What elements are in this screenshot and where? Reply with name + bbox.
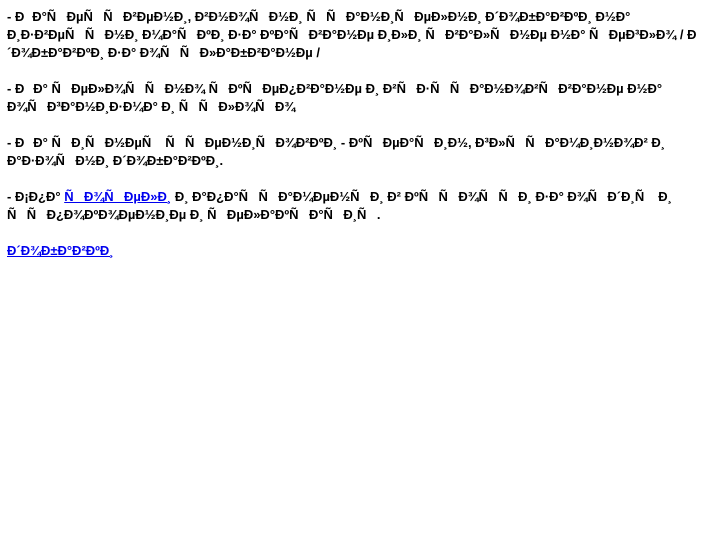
paragraph-strengthening: - ÐÐ° ÑÐµÐ»Ð¾ÑÑÐ½Ð¾ ÑÐºÑÐµÐ¿Ð²Ð°Ð½Ðµ Ð¸ Ð²ÑÐ·ÑÑÐ°Ð½Ð¾Ð²ÑÐ²Ð°Ð½Ðµ Ð½Ð° Ð¾ÑÐ³Ð°Ð½Ð¸Ð·Ð¼Ð° Ð¸ ÑÑÐ»Ð¾ÑÐ¾ [7, 81, 663, 114]
hotels-link[interactable]: Ñ Ð¾ÑÐµÐ»Ð¸ [64, 189, 172, 204]
spacer [7, 116, 719, 134]
spacer [7, 170, 719, 188]
spacer [7, 62, 719, 80]
spacer [7, 224, 719, 242]
supplements-link[interactable]: Ð´Ð¾Ð±Ð°Ð²ÐºÐ¸ [7, 243, 114, 258]
spa-prefix-text: - Ð¡Ð¿Ð° [7, 189, 65, 204]
paragraph-supplements-quality: - ÐÐ°ÑÐµÑÑÐ²ÐµÐ½Ð¸, Ð²Ð½Ð¾ÑÐ½Ð¸ Ñ ÑÐ°Ð½Ð¸ÑÐµÐ»Ð½Ð¸ Ð´Ð¾Ð±Ð°Ð²ÐºÐ¸ Ð½Ð° Ð¸Ð·Ð²ÐµÑÑÐ½Ð¸ Ð¼Ð°ÑÐºÐ¸ Ð·Ð° ÐºÐ°ÑÐ²Ð°Ð½Ðµ Ð¸Ð»Ð¸ ÑÐ²Ð°Ð»ÑÐ½Ðµ Ð½Ð° ÑÐµÐ³Ð»Ð¾ / Ð´Ð¾Ð±Ð°Ð²ÐºÐ¸ Ð·Ð° Ð¾ÑÑÐ»Ð°Ð±Ð²Ð°Ð½Ðµ / [7, 9, 697, 60]
paragraph-spa-hotels [7, 188, 719, 224]
paragraph-bottom-link [7, 242, 719, 260]
page-content [7, 8, 719, 260]
paragraph-fitness-training: - ÐÐ° ÑÐ¸ÑÐ½ÐµÑ ÑÑÐµÐ½Ð¸ÑÐ¾Ð²ÐºÐ¸ - ÐºÑÐµÐ°ÑÐ¸Ð½, Ð³Ð»ÑÑÐ°Ð¼Ð¸Ð½Ð¾Ð² Ð¸ Ð°Ð·Ð¾ÑÐ½Ð¸ Ð´Ð¾Ð±Ð°Ð²ÐºÐ¸. [7, 135, 666, 168]
spa-suffix-text: Ð¸ Ð°Ð¿Ð°ÑÑÐ°Ð¼ÐµÐ½ÑÐ¸ Ð² ÐºÑÑÐ¾ÑÑÐ¸ Ð·Ð° Ð¾ÑÐ´Ð¸Ñ Ð¸ ÑÑÐ¿Ð¾ÐºÐ¾ÐµÐ½Ð¸Ðµ Ð¸ ÑÐµÐ»Ð°ÐºÑÐ°ÑÐ¸Ñ. [7, 189, 672, 222]
